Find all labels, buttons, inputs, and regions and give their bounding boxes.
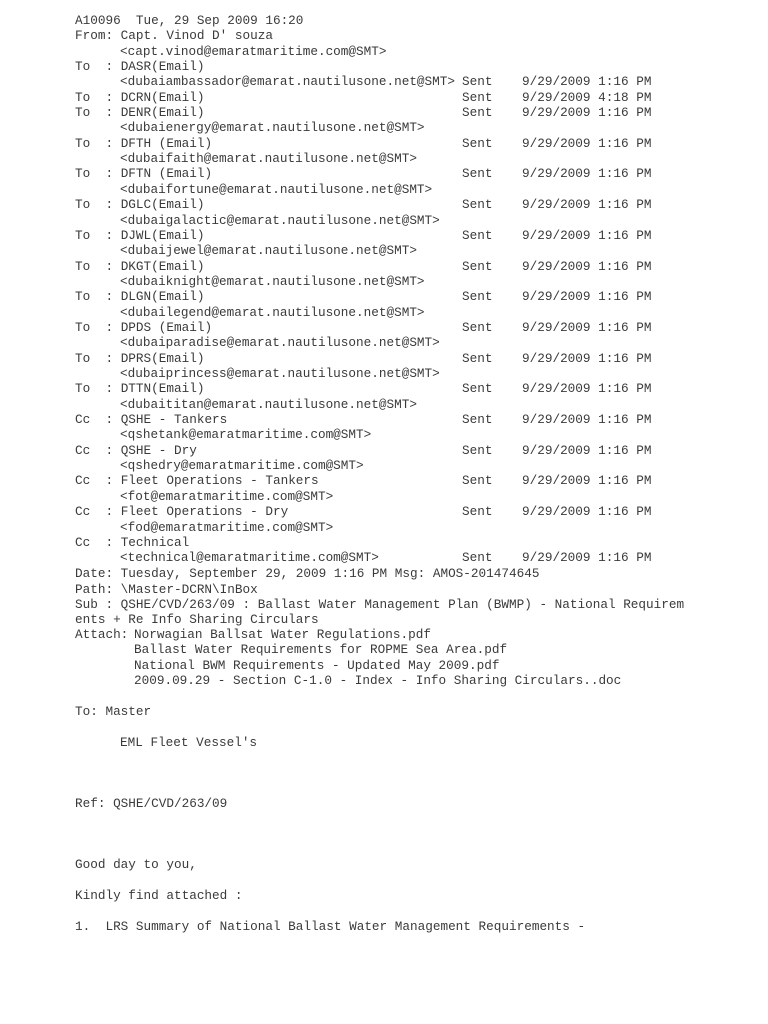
- recipient-name-line: [75, 412, 227, 427]
- recipient-name: DJWL(Email): [120, 227, 205, 243]
- recipient-email: <dubaigalactic@emarat.nautilusone.net@SMT>: [120, 212, 440, 228]
- recipient-date: 9/29/2009 1:16 PM: [522, 197, 652, 213]
- recipient-date: 9/29/2009 1:16 PM: [522, 442, 652, 458]
- recipient-name-line: [75, 289, 204, 304]
- recipient-status: Sent: [462, 550, 493, 566]
- recipient-name-line: [75, 320, 212, 335]
- recipient-status: Sent: [462, 381, 493, 397]
- recipient-date: 9/29/2009 1:16 PM: [522, 74, 652, 90]
- recipient-name: DFTH (Email): [120, 135, 213, 151]
- recipient-prefix: To :: [75, 258, 121, 274]
- recipient-name-line: [75, 351, 204, 366]
- recipient-prefix: Cc :: [75, 504, 121, 520]
- reference-line: Ref: QSHE/CVD/263/09: [75, 796, 228, 811]
- from-email: <capt.vinod@emaratmaritime.com@SMT>: [120, 44, 387, 59]
- recipient-name-line: [75, 504, 288, 519]
- recipient-prefix: To :: [75, 59, 121, 74]
- recipient-prefix: To :: [75, 135, 121, 151]
- recipient-prefix: Cc :: [75, 534, 121, 550]
- recipient-prefix: To :: [75, 350, 121, 366]
- recipient-status: Sent: [462, 258, 493, 274]
- recipient-status: Sent: [462, 412, 493, 427]
- recipient-name: DLGN(Email): [120, 289, 205, 305]
- recipient-email: <qshetank@emaratmaritime.com@SMT>: [120, 427, 372, 443]
- recipient-date: 9/29/2009 1:16 PM: [522, 135, 652, 151]
- recipient-name-line: [75, 197, 204, 212]
- recipient-status: Sent: [462, 442, 493, 458]
- recipient-date: 9/29/2009 1:16 PM: [522, 166, 652, 182]
- recipient-name-line: [75, 535, 189, 550]
- recipient-name: DTTN(Email): [120, 381, 205, 397]
- recipient-date: 9/29/2009 1:16 PM: [522, 258, 652, 274]
- recipient-prefix: To :: [75, 105, 121, 120]
- recipient-date: 9/29/2009 1:16 PM: [522, 504, 652, 520]
- recipient-email: <dubaifortune@emarat.nautilusone.net@SMT>: [120, 181, 433, 197]
- attachment-item: National BWM Requirements - Updated May 2009.pdf: [134, 658, 500, 673]
- recipient-prefix: Cc :: [75, 473, 121, 489]
- recipient-name: Fleet Operations - Tankers: [120, 473, 319, 489]
- recipient-name-line: [75, 90, 204, 105]
- greeting-line: Good day to you,: [75, 857, 197, 872]
- recipient-date: 9/29/2009 1:16 PM: [522, 105, 652, 120]
- kindly-line: Kindly find attached :: [75, 888, 243, 903]
- recipient-status: Sent: [462, 105, 493, 120]
- recipient-name-line: [75, 59, 204, 74]
- recipient-email: <technical@emaratmaritime.com@SMT>: [120, 550, 379, 566]
- recipient-prefix: To :: [75, 89, 121, 105]
- recipient-name: DPDS (Email): [120, 319, 213, 335]
- recipient-name: DFTN (Email): [120, 166, 213, 182]
- recipient-status: Sent: [462, 227, 493, 243]
- recipient-email: <dubaienergy@emarat.nautilusone.net@SMT>: [120, 120, 425, 136]
- recipient-status: Sent: [462, 74, 493, 90]
- recipient-name: DPRS(Email): [120, 350, 205, 366]
- recipient-email: <qshedry@emaratmaritime.com@SMT>: [120, 458, 364, 474]
- attach-label: Attach:: [75, 627, 136, 642]
- recipient-date: 9/29/2009 1:16 PM: [522, 350, 652, 366]
- recipient-name-line: [75, 381, 204, 396]
- recipient-name-line: [75, 259, 204, 274]
- recipient-status: Sent: [462, 135, 493, 151]
- recipient-email: <dubaijewel@emarat.nautilusone.net@SMT>: [120, 243, 417, 259]
- recipient-email: <dubaifaith@emarat.nautilusone.net@SMT>: [120, 151, 417, 167]
- recipient-name: DENR(Email): [120, 105, 205, 120]
- recipient-status: Sent: [462, 89, 493, 105]
- recipient-status: Sent: [462, 289, 493, 305]
- recipient-email: <fot@emaratmaritime.com@SMT>: [120, 488, 334, 504]
- attachment-item: 2009.09.29 - Section C-1.0 - Index - Info Sharing Circulars..doc: [134, 673, 622, 688]
- from-line: From: Capt. Vinod D' souza: [75, 28, 273, 43]
- path-line: Path: \Master-DCRN\InBox: [75, 582, 258, 597]
- list-item-1: 1. LRS Summary of National Ballast Water Management Requirements -: [75, 919, 586, 934]
- date-line: Date: Tuesday, September 29, 2009 1:16 PM Msg: AMOS-201474645: [75, 566, 540, 581]
- recipient-date: 9/29/2009 4:18 PM: [522, 89, 652, 105]
- recipient-name-line: [75, 473, 319, 488]
- recipient-prefix: To :: [75, 381, 121, 397]
- recipient-email: <dubaiambassador@emarat.nautilusone.net@SMT>: [120, 74, 456, 90]
- recipient-prefix: To :: [75, 197, 121, 213]
- attachment-item: Norwagian Ballsat Water Regulations.pdf: [134, 627, 431, 642]
- recipient-email: <dubailegend@emarat.nautilusone.net@SMT>: [120, 304, 425, 320]
- recipient-name-line: [75, 228, 204, 243]
- subject-line-continued: ents + Re Info Sharing Circulars: [75, 612, 319, 627]
- recipient-email: <dubaiprincess@emarat.nautilusone.net@SMT>: [120, 366, 440, 381]
- recipient-name: DASR(Email): [120, 59, 205, 74]
- fleet-line: EML Fleet Vessel's: [120, 735, 258, 750]
- recipient-date: 9/29/2009 1:16 PM: [522, 319, 652, 335]
- recipient-name: Fleet Operations - Dry: [120, 504, 289, 520]
- recipient-name-line: [75, 443, 197, 458]
- recipient-name: DCRN(Email): [120, 89, 205, 105]
- recipient-status: Sent: [462, 473, 493, 489]
- recipient-name-line: [75, 105, 204, 120]
- recipient-name: QSHE - Dry: [120, 442, 197, 458]
- recipient-date: 9/29/2009 1:16 PM: [522, 289, 652, 305]
- recipient-status: Sent: [462, 166, 493, 182]
- recipient-email: <dubaiknight@emarat.nautilusone.net@SMT>: [120, 273, 425, 289]
- subject-line: Sub : QSHE/CVD/263/09 : Ballast Water Management Plan (BWMP) - National Requirem: [75, 597, 685, 612]
- recipient-date: 9/29/2009 1:16 PM: [522, 550, 652, 566]
- recipient-date: 9/29/2009 1:16 PM: [522, 412, 652, 427]
- recipient-name-line: [75, 136, 212, 151]
- recipient-prefix: Cc :: [75, 442, 121, 458]
- recipient-status: Sent: [462, 504, 493, 520]
- recipient-date: 9/29/2009 1:16 PM: [522, 227, 652, 243]
- recipient-name-line: [75, 166, 212, 181]
- recipient-status: Sent: [462, 319, 493, 335]
- attachment-item: Ballast Water Requirements for ROPME Sea Area.pdf: [134, 642, 508, 657]
- recipient-email: <dubaititan@emarat.nautilusone.net@SMT>: [120, 396, 417, 412]
- recipient-name: DKGT(Email): [120, 258, 205, 274]
- recipient-name: Technical: [120, 534, 190, 550]
- recipient-date: 9/29/2009 1:16 PM: [522, 473, 652, 489]
- recipient-name: DGLC(Email): [120, 197, 205, 213]
- recipient-email: <dubaiparadise@emarat.nautilusone.net@SMT>: [120, 335, 440, 351]
- recipient-date: 9/29/2009 1:16 PM: [522, 381, 652, 397]
- message-id-line: A10096 Tue, 29 Sep 2009 16:20: [75, 13, 304, 28]
- recipient-name: QSHE - Tankers: [120, 412, 228, 427]
- recipient-email: <fod@emaratmaritime.com@SMT>: [120, 519, 334, 535]
- recipient-status: Sent: [462, 197, 493, 213]
- recipient-prefix: To :: [75, 319, 121, 335]
- recipient-status: Sent: [462, 350, 493, 366]
- recipient-prefix: To :: [75, 289, 121, 305]
- body-to-line: To: Master: [75, 704, 152, 719]
- recipient-prefix: Cc :: [75, 412, 121, 427]
- recipient-prefix: To :: [75, 166, 121, 182]
- recipient-prefix: To :: [75, 227, 121, 243]
